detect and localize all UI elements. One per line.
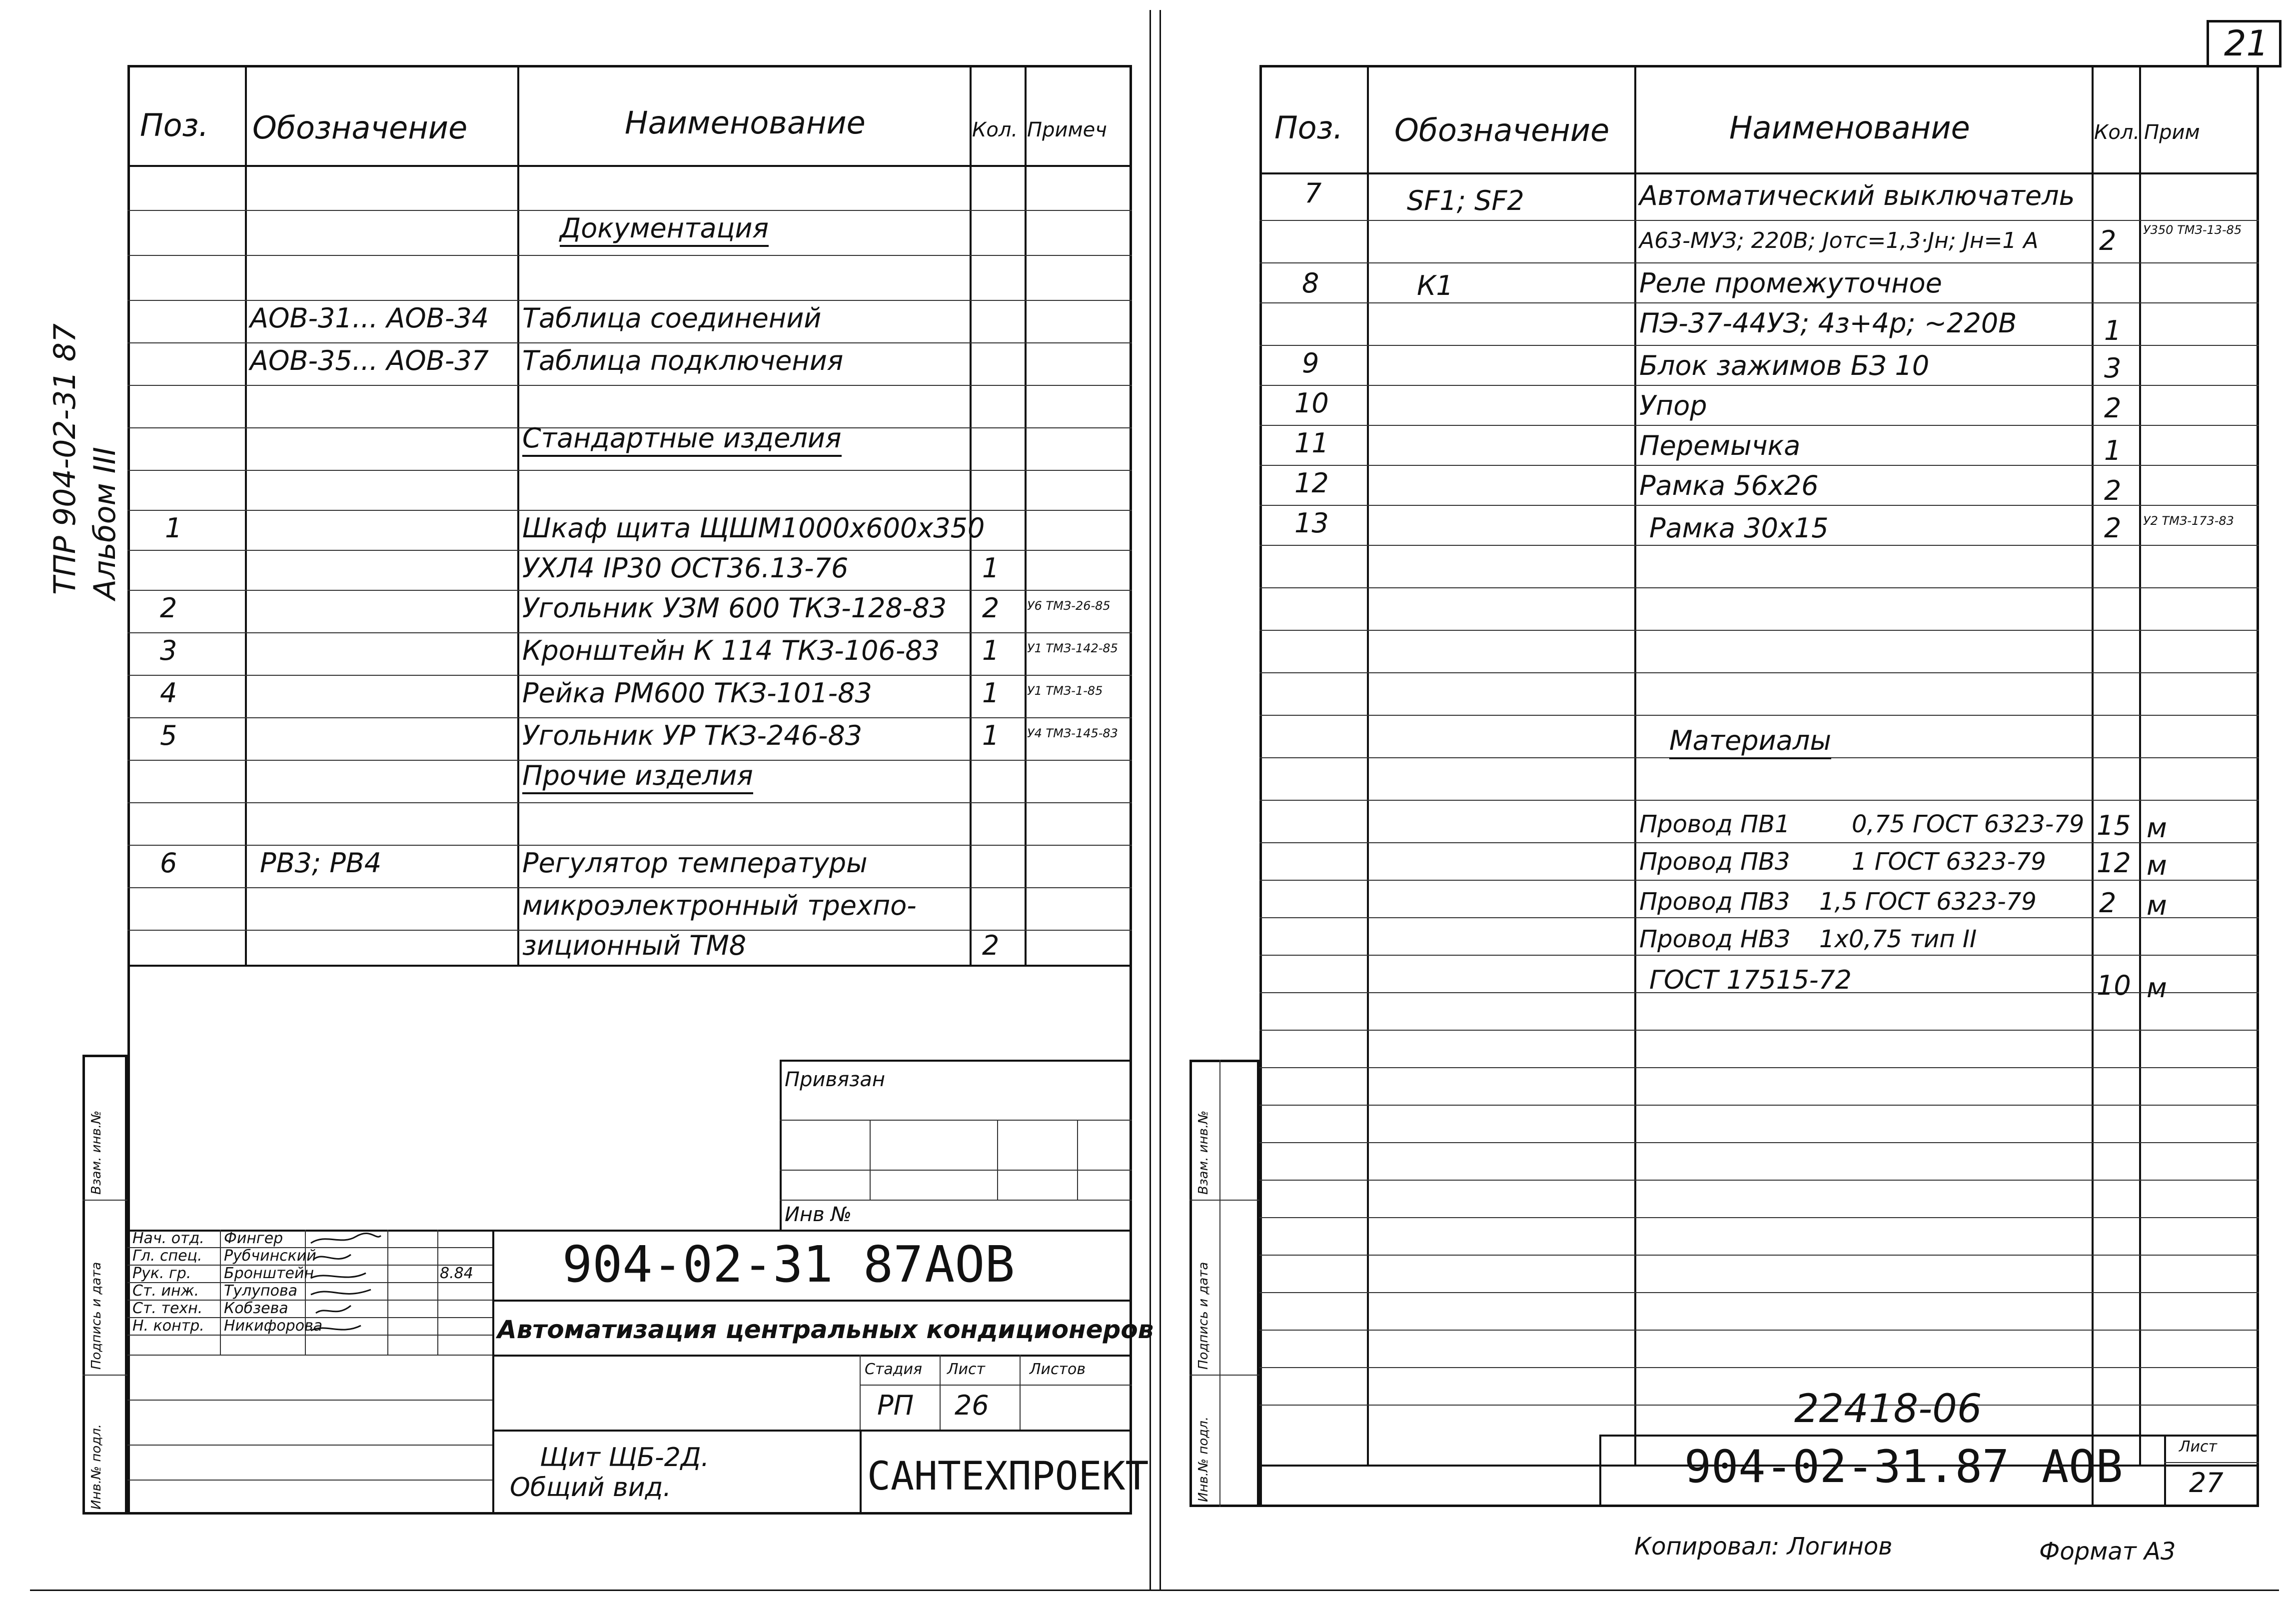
right-header-name: Наименование bbox=[1729, 109, 1970, 146]
material-name: Провод ПВ3 bbox=[1639, 888, 1790, 916]
side-label-podpis: Подпись и дата bbox=[1196, 1262, 1211, 1370]
signer-role: Гл. спец. bbox=[132, 1247, 202, 1265]
left-section-documentation: Документация bbox=[560, 215, 769, 247]
right-row-pos: 9 bbox=[1302, 347, 1319, 379]
left-header-kol: Кол. bbox=[972, 118, 1018, 141]
material-kol: 15 bbox=[2097, 810, 2131, 841]
left-row-name: Таблица подключения bbox=[522, 345, 844, 376]
right-row-kol: 1 bbox=[2104, 435, 2122, 466]
material-spec: 0,75 ГОСТ 6323-79 bbox=[1852, 810, 2085, 838]
left-row-pos: 2 bbox=[160, 592, 177, 624]
left-row-pos: 1 bbox=[165, 512, 182, 544]
left-row-name: Угольник УР ТКЗ-246-83 bbox=[522, 720, 863, 751]
signer-name: Никифорова bbox=[224, 1317, 323, 1335]
stage-label: Стадия bbox=[865, 1361, 923, 1378]
drawing-name-1: Щит ЩБ-2Д. bbox=[540, 1443, 710, 1473]
signer-name: Бронштейн bbox=[224, 1265, 314, 1282]
right-doc-code: 904-02-31.87 bbox=[1684, 1441, 2010, 1493]
side-stamp-album: Альбом III bbox=[87, 447, 122, 600]
left-row-kol: 2 bbox=[982, 592, 1000, 624]
side-label-podpis: Подпись и дата bbox=[89, 1262, 104, 1370]
page-number: 21 bbox=[2224, 23, 2269, 64]
right-row-prim: У350 ТМЗ-13-85 bbox=[2143, 223, 2242, 237]
page-bottom-edge bbox=[30, 1590, 2279, 1591]
materials-title: Материалы bbox=[1669, 727, 1831, 759]
right-header-line bbox=[1259, 172, 2259, 174]
left-doc-mark: АОВ bbox=[925, 1235, 1015, 1294]
left-col-sep-4 bbox=[1025, 65, 1027, 965]
material-kol: 10 bbox=[2097, 970, 2131, 1001]
right-doc-mark: АОВ bbox=[2042, 1441, 2123, 1493]
right-header-pos: Поз. bbox=[1274, 109, 1343, 146]
signer-role: Н. контр. bbox=[132, 1317, 204, 1335]
right-header-kol: Кол. bbox=[2094, 121, 2140, 144]
right-row-kol: 2 bbox=[2104, 512, 2122, 544]
title-block-sep bbox=[492, 1230, 494, 1515]
right-row-prim: У2 ТМЗ-173-83 bbox=[2143, 514, 2234, 528]
material-name: ГОСТ 17515-72 bbox=[1649, 965, 1852, 995]
signer-role: Рук. гр. bbox=[132, 1265, 191, 1282]
left-section-other: Прочие изделия bbox=[522, 762, 753, 794]
left-doc-code: 904-02-31 87 bbox=[562, 1235, 924, 1294]
right-row-name: Блок зажимов БЗ 10 bbox=[1639, 350, 1930, 381]
left-row-oboz: РВ3; РВ4 bbox=[260, 847, 382, 879]
right-row-kol: 2 bbox=[2104, 475, 2122, 506]
project-title: Автоматизация центральных кондиционеров bbox=[497, 1315, 1154, 1344]
material-spec: 1,5 ГОСТ 6323-79 bbox=[1819, 888, 2037, 916]
right-row-name: Рамка 30х15 bbox=[1649, 512, 1829, 544]
left-row-name: Рейка РМ600 ТКЗ-101-83 bbox=[522, 677, 872, 709]
right-col-sep-3 bbox=[2092, 65, 2094, 1507]
right-row-pos: 11 bbox=[1294, 427, 1329, 459]
left-row-oboz: АОВ-31... АОВ-34 bbox=[250, 302, 489, 334]
material-spec: 1х0,75 тип II bbox=[1819, 925, 1977, 953]
side-label-vzam: Взам. инв.№ bbox=[89, 1110, 104, 1195]
left-header-pos: Поз. bbox=[140, 107, 209, 143]
left-row-name: Таблица соединений bbox=[522, 302, 822, 334]
left-col-sep-2 bbox=[517, 65, 519, 965]
signer-role: Ст. техн. bbox=[132, 1300, 203, 1317]
left-row-name: Кронштейн К 114 ТКЗ-106-83 bbox=[522, 635, 940, 666]
material-spec: 1 ГОСТ 6323-79 bbox=[1852, 848, 2046, 876]
left-sheet-edge bbox=[1149, 10, 1151, 1590]
sheet-label: Лист bbox=[947, 1361, 986, 1378]
material-name: Провод ПВ1 bbox=[1639, 810, 1790, 838]
side-label-inv: Инв.№ подл. bbox=[89, 1424, 104, 1510]
left-col-sep-1 bbox=[245, 65, 247, 965]
left-header-line bbox=[127, 165, 1132, 167]
left-header-prim: Примеч bbox=[1027, 118, 1107, 141]
left-row-prim: У1 ТМЗ-142-85 bbox=[1027, 641, 1118, 655]
signer-name: Кобзева bbox=[224, 1300, 288, 1317]
material-unit: м bbox=[2147, 972, 2167, 1004]
right-row-name: А63-МУЗ; 220В; Jотс=1,3·Jн; Jн=1 А bbox=[1639, 228, 2039, 253]
footer-copied: Копировал: Логинов bbox=[1634, 1533, 1893, 1561]
left-row-kol: 1 bbox=[982, 552, 1000, 584]
right-row-name: Перемычка bbox=[1639, 430, 1801, 461]
left-row-name: зиционный ТМ8 bbox=[522, 930, 747, 961]
left-row-pos: 4 bbox=[160, 677, 177, 709]
left-row-name: Угольник УЗМ 600 ТКЗ-128-83 bbox=[522, 592, 947, 624]
signer-name: Фингер bbox=[224, 1230, 283, 1247]
inv-no-label: Инв № bbox=[785, 1203, 852, 1226]
right-row-name: Рамка 56х26 bbox=[1639, 470, 1819, 501]
sheets-label: Листов bbox=[1030, 1361, 1086, 1378]
archive-number: 22418-06 bbox=[1794, 1387, 1982, 1432]
sheet-value: 26 bbox=[955, 1390, 989, 1421]
signer-date: 8.84 bbox=[440, 1265, 473, 1282]
material-kol: 12 bbox=[2097, 847, 2131, 879]
right-row-pos: 7 bbox=[1304, 177, 1322, 209]
privyazan-label: Привязан bbox=[785, 1068, 886, 1091]
left-row-pos: 3 bbox=[160, 635, 177, 666]
material-kol: 2 bbox=[2099, 887, 2117, 919]
material-name: Провод ПВ3 bbox=[1639, 848, 1790, 876]
left-row-pos: 6 bbox=[160, 847, 177, 879]
stage-value: РП bbox=[877, 1390, 914, 1421]
right-row-pos: 10 bbox=[1294, 387, 1329, 419]
right-row-kol: 2 bbox=[2099, 225, 2117, 256]
center-fold bbox=[1159, 10, 1161, 1590]
right-header-oboz: Обозначение bbox=[1394, 112, 1610, 148]
right-row-kol: 1 bbox=[2104, 315, 2122, 346]
left-row-oboz: АОВ-35... АОВ-37 bbox=[250, 345, 489, 376]
right-row-name: Реле промежуточное bbox=[1639, 267, 1942, 299]
right-row-oboz: SF1; SF2 bbox=[1407, 185, 1524, 216]
left-section-standard: Стандартные изделия bbox=[522, 425, 842, 457]
left-row-kol: 2 bbox=[982, 930, 1000, 961]
right-sheet-label: Лист bbox=[2179, 1438, 2218, 1456]
right-row-kol: 3 bbox=[2104, 352, 2122, 384]
signer-name: Рубчинский bbox=[224, 1247, 316, 1265]
right-row-oboz: К1 bbox=[1417, 270, 1453, 301]
privyazan-frame bbox=[780, 1060, 782, 1230]
side-label-inv: Инв.№ подл. bbox=[1196, 1416, 1211, 1502]
material-unit: м bbox=[2147, 890, 2167, 921]
right-row-name: ПЭ-37-44УЗ; 4з+4р; ~220В bbox=[1639, 307, 2017, 339]
right-sheet-value: 27 bbox=[2189, 1467, 2224, 1499]
left-header-oboz: Обозначение bbox=[252, 109, 468, 146]
drawing-name-2: Общий вид. bbox=[510, 1473, 672, 1503]
right-row-name: Автоматический выключатель bbox=[1639, 180, 2075, 211]
right-row-name: Упор bbox=[1639, 390, 1707, 421]
left-row-prim: У6 ТМЗ-26-85 bbox=[1027, 599, 1111, 613]
material-unit: м bbox=[2147, 812, 2167, 844]
side-stamp-doc: ТПР 904-02-31 87 bbox=[47, 323, 82, 595]
right-row-pos: 13 bbox=[1294, 507, 1329, 539]
signer-name: Тулупова bbox=[224, 1282, 298, 1300]
left-row-kol: 1 bbox=[982, 720, 1000, 751]
left-row-kol: 1 bbox=[982, 677, 1000, 709]
left-row-name: Регулятор температуры bbox=[522, 847, 868, 879]
right-header-prim: Прим bbox=[2144, 121, 2200, 144]
signer-role: Ст. инж. bbox=[132, 1282, 199, 1300]
left-row-prim: У1 ТМЗ-1-85 bbox=[1027, 684, 1103, 698]
right-row-kol: 2 bbox=[2104, 392, 2122, 424]
signer-role: Нач. отд. bbox=[132, 1230, 204, 1247]
right-row-pos: 12 bbox=[1294, 467, 1329, 499]
signature-scribbles bbox=[306, 1231, 386, 1353]
material-name: Провод НВЗ bbox=[1639, 925, 1790, 953]
left-row-prim: У4 ТМЗ-145-83 bbox=[1027, 726, 1118, 740]
footer-format: Формат А3 bbox=[2039, 1538, 2176, 1566]
left-row-kol: 1 bbox=[982, 635, 1000, 666]
left-row-name: микроэлектронный трехпо- bbox=[522, 890, 917, 921]
left-header-name: Наименование bbox=[625, 104, 866, 141]
org-name: САНТЕХПРОЕКТ bbox=[867, 1454, 1149, 1499]
left-row-name: Шкаф щита ЩШМ1000х600х350 bbox=[522, 512, 985, 544]
material-unit: м bbox=[2147, 850, 2167, 881]
right-row-pos: 8 bbox=[1302, 267, 1319, 299]
side-label-vzam: Взам. инв.№ bbox=[1196, 1110, 1211, 1195]
left-row-pos: 5 bbox=[160, 720, 177, 751]
left-row-name: УХЛ4 IP30 ОСТ36.13-76 bbox=[522, 552, 849, 584]
